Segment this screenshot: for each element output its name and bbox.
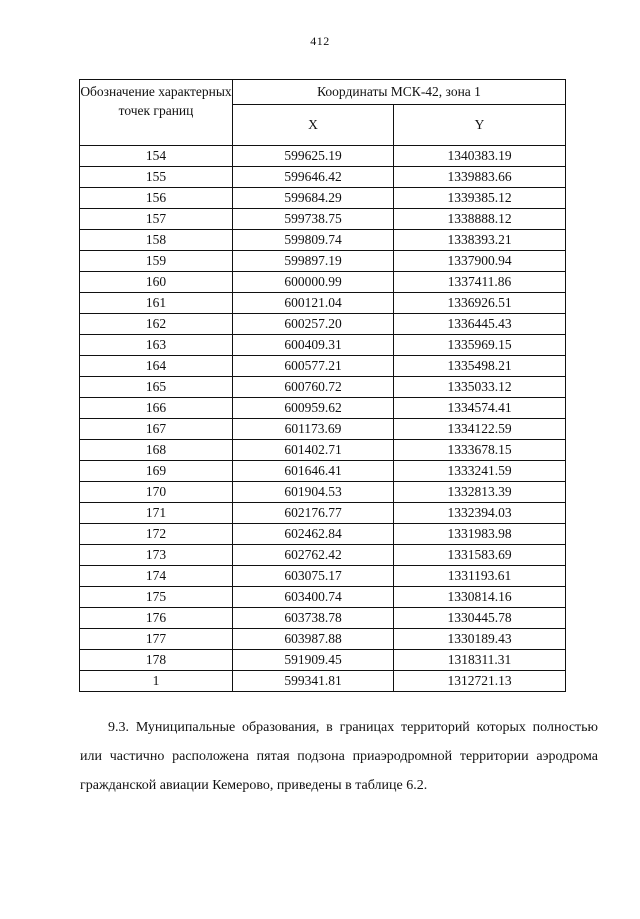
point-cell: 168 <box>80 440 233 461</box>
header-coordinates: Координаты МСК-42, зона 1 <box>233 80 566 105</box>
table-row <box>80 188 566 209</box>
x-cell: 601904.53 <box>233 482 394 503</box>
point-cell: 154 <box>80 146 233 167</box>
point-cell: 165 <box>80 377 233 398</box>
x-cell: 600409.31 <box>233 335 394 356</box>
table-row <box>80 356 566 377</box>
table-row <box>80 293 566 314</box>
table-row <box>80 587 566 608</box>
table-row <box>80 545 566 566</box>
y-cell: 1333678.15 <box>394 440 566 461</box>
x-cell: 603738.78 <box>233 608 394 629</box>
x-cell: 601173.69 <box>233 419 394 440</box>
y-cell: 1335969.15 <box>394 335 566 356</box>
point-cell: 172 <box>80 524 233 545</box>
y-cell: 1333241.59 <box>394 461 566 482</box>
x-cell: 603400.74 <box>233 587 394 608</box>
x-cell: 600121.04 <box>233 293 394 314</box>
point-cell: 159 <box>80 251 233 272</box>
y-cell: 1334122.59 <box>394 419 566 440</box>
table-row <box>80 377 566 398</box>
x-cell: 600257.20 <box>233 314 394 335</box>
x-cell: 599625.19 <box>233 146 394 167</box>
y-cell: 1337900.94 <box>394 251 566 272</box>
table-header-row <box>80 80 566 105</box>
table-row <box>80 167 566 188</box>
table-row <box>80 209 566 230</box>
table-row <box>80 251 566 272</box>
point-cell: 162 <box>80 314 233 335</box>
y-cell: 1334574.41 <box>394 398 566 419</box>
point-cell: 156 <box>80 188 233 209</box>
y-cell: 1332813.39 <box>394 482 566 503</box>
point-cell: 177 <box>80 629 233 650</box>
x-cell: 599341.81 <box>233 671 394 692</box>
y-cell: 1331193.61 <box>394 566 566 587</box>
point-cell: 174 <box>80 566 233 587</box>
table-row <box>80 314 566 335</box>
x-cell: 591909.45 <box>233 650 394 671</box>
table-row <box>80 419 566 440</box>
x-cell: 601402.71 <box>233 440 394 461</box>
table-row <box>80 503 566 524</box>
table-row <box>80 335 566 356</box>
y-cell: 1339385.12 <box>394 188 566 209</box>
table-row <box>80 398 566 419</box>
x-cell: 599738.75 <box>233 209 394 230</box>
x-cell: 600959.62 <box>233 398 394 419</box>
x-cell: 602762.42 <box>233 545 394 566</box>
x-cell: 600577.21 <box>233 356 394 377</box>
y-cell: 1330189.43 <box>394 629 566 650</box>
y-cell: 1335498.21 <box>394 356 566 377</box>
point-cell: 166 <box>80 398 233 419</box>
y-cell: 1338888.12 <box>394 209 566 230</box>
y-cell: 1336445.43 <box>394 314 566 335</box>
y-cell: 1318311.31 <box>394 650 566 671</box>
table-row <box>80 566 566 587</box>
x-cell: 600760.72 <box>233 377 394 398</box>
y-cell: 1337411.86 <box>394 272 566 293</box>
table-row <box>80 272 566 293</box>
page-number: 412 <box>310 34 330 48</box>
x-cell: 602176.77 <box>233 503 394 524</box>
header-x: X <box>233 105 394 146</box>
point-cell: 175 <box>80 587 233 608</box>
point-cell: 158 <box>80 230 233 251</box>
point-cell: 176 <box>80 608 233 629</box>
point-cell: 169 <box>80 461 233 482</box>
table-row <box>80 146 566 167</box>
x-cell: 601646.41 <box>233 461 394 482</box>
x-cell: 599809.74 <box>233 230 394 251</box>
table-row <box>80 230 566 251</box>
y-cell: 1339883.66 <box>394 167 566 188</box>
x-cell: 599684.29 <box>233 188 394 209</box>
table-row <box>80 524 566 545</box>
y-cell: 1331583.69 <box>394 545 566 566</box>
x-cell: 599646.42 <box>233 167 394 188</box>
y-cell: 1336926.51 <box>394 293 566 314</box>
point-cell: 1 <box>80 671 233 692</box>
point-cell: 170 <box>80 482 233 503</box>
table-row <box>80 629 566 650</box>
point-cell: 164 <box>80 356 233 377</box>
x-cell: 602462.84 <box>233 524 394 545</box>
table-row <box>80 650 566 671</box>
y-cell: 1331983.98 <box>394 524 566 545</box>
point-cell: 178 <box>80 650 233 671</box>
point-cell: 155 <box>80 167 233 188</box>
y-cell: 1330814.16 <box>394 587 566 608</box>
table-row <box>80 608 566 629</box>
coordinates-table <box>79 79 566 692</box>
y-cell: 1338393.21 <box>394 230 566 251</box>
point-cell: 163 <box>80 335 233 356</box>
x-cell: 603075.17 <box>233 566 394 587</box>
header-y: Y <box>394 105 566 146</box>
x-cell: 603987.88 <box>233 629 394 650</box>
x-cell: 600000.99 <box>233 272 394 293</box>
table-row <box>80 440 566 461</box>
y-cell: 1330445.78 <box>394 608 566 629</box>
point-cell: 157 <box>80 209 233 230</box>
y-cell: 1312721.13 <box>394 671 566 692</box>
point-cell: 160 <box>80 272 233 293</box>
y-cell: 1332394.03 <box>394 503 566 524</box>
table-row <box>80 461 566 482</box>
header-point-label: Обозначение характерных точек границ <box>80 80 233 146</box>
x-cell: 599897.19 <box>233 251 394 272</box>
point-cell: 161 <box>80 293 233 314</box>
point-cell: 171 <box>80 503 233 524</box>
y-cell: 1340383.19 <box>394 146 566 167</box>
table-row <box>80 671 566 692</box>
y-cell: 1335033.12 <box>394 377 566 398</box>
point-cell: 173 <box>80 545 233 566</box>
body-paragraph: 9.3. Муниципальные образования, в границах территорий которых полностью или частично расположена пятая подзона приаэродромной территории аэродрома гражданской авиации Кемерово, приведены в таблице 6.2. <box>80 720 598 793</box>
table-row <box>80 482 566 503</box>
point-cell: 167 <box>80 419 233 440</box>
